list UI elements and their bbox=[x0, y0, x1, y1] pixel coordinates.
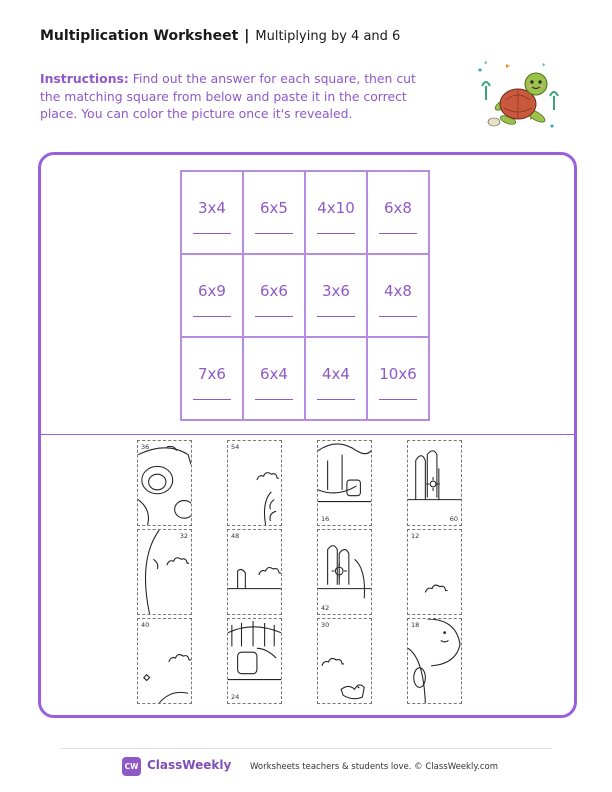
piece-answer-number: 24 bbox=[231, 693, 240, 701]
answer-line bbox=[379, 233, 417, 234]
problem-cell bbox=[243, 337, 305, 420]
answer-line bbox=[317, 233, 355, 234]
answer-line bbox=[255, 233, 293, 234]
answer-line bbox=[255, 316, 293, 317]
problem-cell bbox=[243, 171, 305, 254]
footer-divider bbox=[60, 748, 552, 749]
picture-fragment bbox=[228, 441, 281, 525]
problem-cell bbox=[305, 171, 367, 254]
picture-fragment bbox=[318, 441, 371, 525]
cut-out-piece[interactable] bbox=[137, 440, 192, 526]
problem-expression: 6x5 bbox=[260, 199, 288, 217]
piece-answer-number: 40 bbox=[141, 621, 150, 629]
cut-out-piece[interactable] bbox=[227, 529, 282, 615]
sea-turtle-icon bbox=[470, 56, 566, 136]
worksheet-subtitle: Multiplying by 4 and 6 bbox=[255, 28, 401, 44]
instructions bbox=[40, 70, 420, 123]
instructions-text: Find out the answer for each square, then cut the matching square from below and paste it in the correct place. You can color the picture once it's revealed. bbox=[40, 71, 416, 121]
problem-expression: 6x8 bbox=[384, 199, 412, 217]
picture-fragment bbox=[228, 619, 281, 703]
picture-fragment bbox=[408, 441, 461, 525]
problem-cell bbox=[243, 254, 305, 337]
footer-tagline: Worksheets teachers & students love. © ClassWeekly.com bbox=[250, 762, 499, 772]
piece-answer-number: 36 bbox=[141, 443, 150, 451]
answer-line bbox=[317, 316, 355, 317]
answer-line bbox=[193, 399, 231, 400]
problem-expression: 7x6 bbox=[198, 365, 226, 383]
problem-cell bbox=[367, 171, 429, 254]
piece-answer-number: 32 bbox=[179, 532, 188, 540]
cut-out-piece[interactable] bbox=[317, 618, 372, 704]
problem-cell bbox=[367, 337, 429, 420]
answer-line bbox=[193, 316, 231, 317]
instructions-lead: Instructions: bbox=[40, 71, 129, 86]
cut-divider bbox=[41, 434, 574, 435]
picture-fragment bbox=[138, 441, 191, 525]
picture-fragment bbox=[318, 530, 371, 614]
problem-expression: 3x6 bbox=[322, 282, 350, 300]
cut-out-piece[interactable] bbox=[137, 618, 192, 704]
piece-answer-number: 42 bbox=[321, 604, 330, 612]
problem-cell bbox=[305, 337, 367, 420]
problem-cell bbox=[181, 171, 243, 254]
svg-text:*: * bbox=[542, 62, 546, 70]
problem-expression: 6x9 bbox=[198, 282, 226, 300]
piece-answer-number: 30 bbox=[321, 621, 330, 629]
answer-line bbox=[379, 399, 417, 400]
cut-out-piece[interactable] bbox=[227, 618, 282, 704]
answer-line bbox=[317, 399, 355, 400]
worksheet-title: Multiplication Worksheet bbox=[40, 28, 239, 44]
problem-cell bbox=[367, 254, 429, 337]
picture-fragment bbox=[408, 619, 461, 703]
svg-text:*: * bbox=[484, 60, 488, 68]
cut-out-piece[interactable] bbox=[407, 529, 462, 615]
piece-answer-number: 48 bbox=[231, 532, 240, 540]
piece-answer-number: 60 bbox=[449, 515, 458, 523]
cut-out-piece[interactable] bbox=[407, 618, 462, 704]
problem-expression: 6x4 bbox=[260, 365, 288, 383]
answer-line bbox=[193, 233, 231, 234]
cut-out-piece[interactable] bbox=[137, 529, 192, 615]
worksheet-header bbox=[40, 28, 400, 44]
picture-fragment bbox=[138, 530, 191, 614]
problem-expression: 4x10 bbox=[317, 199, 355, 217]
picture-fragment bbox=[138, 619, 191, 703]
multiplication-grid bbox=[180, 170, 430, 421]
problem-expression: 6x6 bbox=[260, 282, 288, 300]
cut-out-piece[interactable] bbox=[317, 440, 372, 526]
answer-line bbox=[379, 316, 417, 317]
cut-out-piece[interactable] bbox=[317, 529, 372, 615]
picture-fragment bbox=[408, 530, 461, 614]
header-separator: | bbox=[244, 28, 250, 44]
piece-answer-number: 16 bbox=[321, 515, 330, 523]
problem-expression: 4x8 bbox=[384, 282, 412, 300]
piece-answer-number: 12 bbox=[411, 532, 420, 540]
cut-out-piece[interactable] bbox=[407, 440, 462, 526]
picture-fragment bbox=[318, 619, 371, 703]
problem-expression: 4x4 bbox=[322, 365, 350, 383]
brand-name: ClassWeekly bbox=[147, 758, 232, 772]
piece-answer-number: 54 bbox=[231, 443, 240, 451]
problem-cell bbox=[305, 254, 367, 337]
answer-line bbox=[255, 399, 293, 400]
problem-expression: 10x6 bbox=[379, 365, 417, 383]
picture-fragment bbox=[228, 530, 281, 614]
cut-out-piece[interactable] bbox=[227, 440, 282, 526]
classweekly-logo-icon: CW bbox=[122, 757, 141, 776]
piece-answer-number: 18 bbox=[411, 621, 420, 629]
problem-expression: 3x4 bbox=[198, 199, 226, 217]
problem-cell bbox=[181, 337, 243, 420]
problem-cell bbox=[181, 254, 243, 337]
cut-out-pieces bbox=[137, 440, 458, 704]
